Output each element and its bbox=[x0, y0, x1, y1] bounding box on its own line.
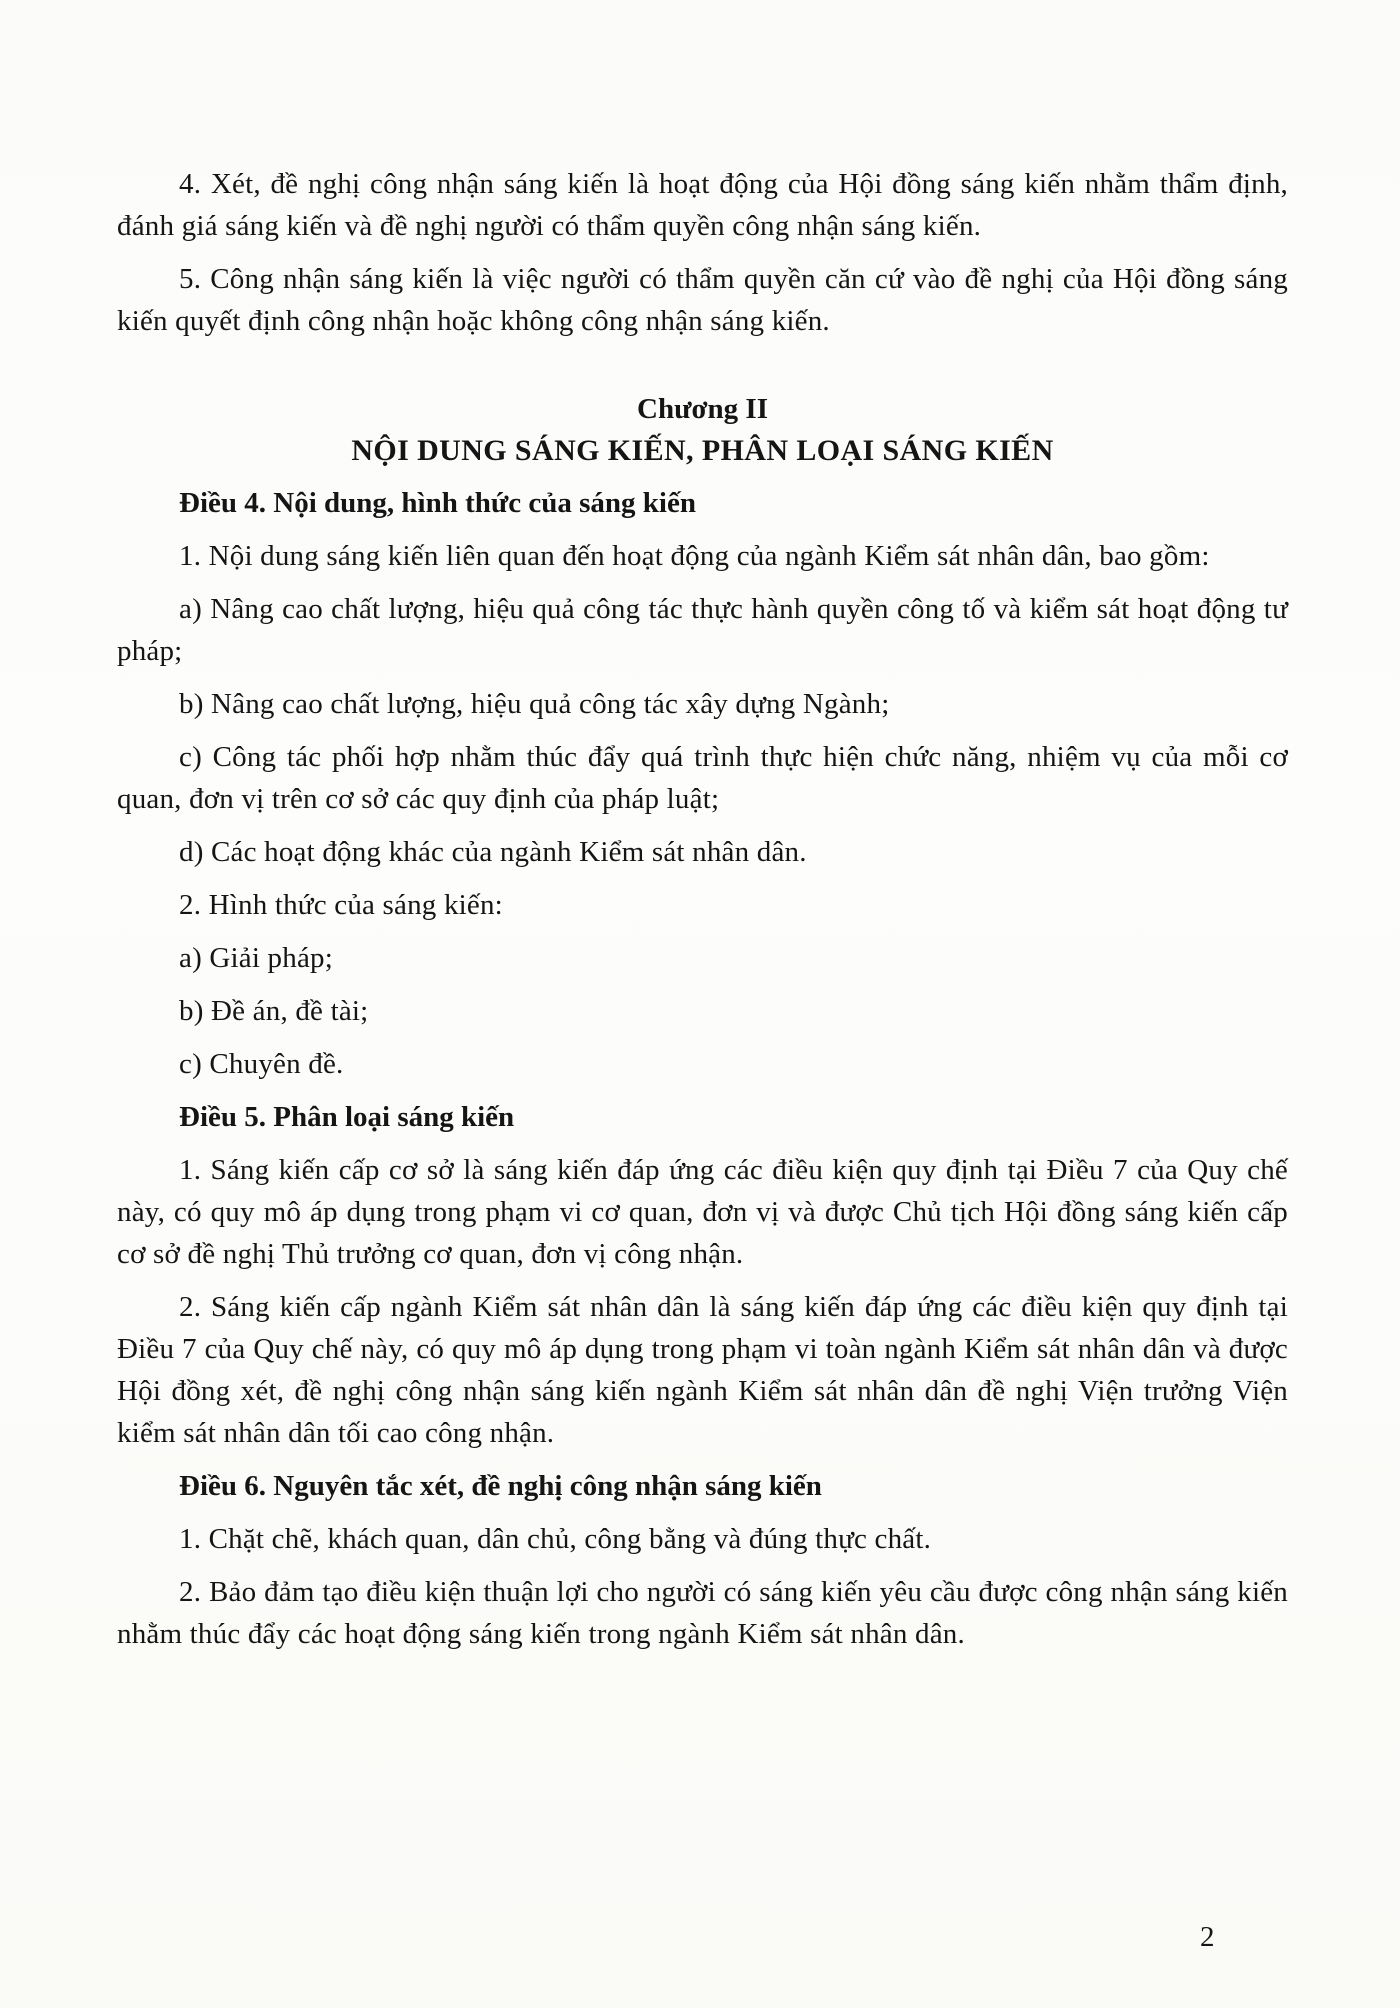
article-5-clause-1: 1. Sáng kiến cấp cơ sở là sáng kiến đáp ứng các điều kiện quy định tại Điều 7 của Quy chế này, có quy mô áp dụng trong phạm vi cơ quan, đơn vị và được Chủ tịch Hội đồng sáng kiến cấp cơ sở đề nghị Thủ trưởng cơ quan, đơn vị công nhận. bbox=[117, 1154, 1288, 1270]
chapter-2-heading: Chương II bbox=[637, 393, 768, 425]
article-4-clause-2-item-c: c) Chuyên đề. bbox=[179, 1048, 344, 1080]
article-4-clause-2: 2. Hình thức của sáng kiến: bbox=[179, 889, 503, 921]
article-4-clause-1-item-d: d) Các hoạt động khác của ngành Kiểm sát nhân dân. bbox=[179, 836, 807, 868]
article-6-clause-2: 2. Bảo đảm tạo điều kiện thuận lợi cho người có sáng kiến yêu cầu được công nhận sáng kiến nhằm thúc đẩy các hoạt động sáng kiến trong ngành Kiểm sát nhân dân. bbox=[117, 1576, 1288, 1650]
article-5-heading: Điều 5. Phân loại sáng kiến bbox=[179, 1101, 515, 1133]
page-number: 2 bbox=[1200, 1921, 1215, 1953]
article-4-clause-1-item-a: a) Nâng cao chất lượng, hiệu quả công tác thực hành quyền công tố và kiểm sát hoạt động tư pháp; bbox=[117, 593, 1288, 667]
article-6-heading: Điều 6. Nguyên tắc xét, đề nghị công nhận sáng kiến bbox=[179, 1470, 822, 1502]
article-4-clause-1-item-b: b) Nâng cao chất lượng, hiệu quả công tác xây dựng Ngành; bbox=[179, 688, 890, 720]
article-4-clause-1: 1. Nội dung sáng kiến liên quan đến hoạt động của ngành Kiểm sát nhân dân, bao gồm: bbox=[179, 540, 1210, 572]
clause-4-paragraph: 4. Xét, đề nghị công nhận sáng kiến là hoạt động của Hội đồng sáng kiến nhằm thẩm định, đánh giá sáng kiến và đề nghị người có thẩm quyền công nhận sáng kiến. bbox=[117, 168, 1288, 242]
article-6-clause-1: 1. Chặt chẽ, khách quan, dân chủ, công bằng và đúng thực chất. bbox=[179, 1523, 932, 1555]
article-4-heading: Điều 4. Nội dung, hình thức của sáng kiến bbox=[179, 487, 696, 519]
clause-5-paragraph: 5. Công nhận sáng kiến là việc người có thẩm quyền căn cứ vào đề nghị của Hội đồng sáng kiến quyết định công nhận hoặc không công nhận sáng kiến. bbox=[117, 263, 1288, 337]
article-5-clause-2: 2. Sáng kiến cấp ngành Kiểm sát nhân dân là sáng kiến đáp ứng các điều kiện quy định tại Điều 7 của Quy chế này, có quy mô áp dụng trong phạm vi toàn ngành Kiểm sát nhân dân và được Hội đồng xét, đề nghị công nhận sáng kiến ngành Kiểm sát nhân dân đề nghị Viện trưởng Viện kiểm sát nhân dân tối cao công nhận. bbox=[117, 1291, 1288, 1449]
article-4-clause-2-item-b: b) Đề án, đề tài; bbox=[179, 995, 369, 1027]
document-body bbox=[117, 163, 1288, 1666]
article-4-clause-1-item-c: c) Công tác phối hợp nhằm thúc đẩy quá trình thực hiện chức năng, nhiệm vụ của mỗi cơ quan, đơn vị trên cơ sở các quy định của pháp luật; bbox=[117, 741, 1288, 815]
article-4-clause-2-item-a: a) Giải pháp; bbox=[179, 942, 333, 974]
chapter-2-title: NỘI DUNG SÁNG KIẾN, PHÂN LOẠI SÁNG KIẾN bbox=[351, 434, 1054, 467]
